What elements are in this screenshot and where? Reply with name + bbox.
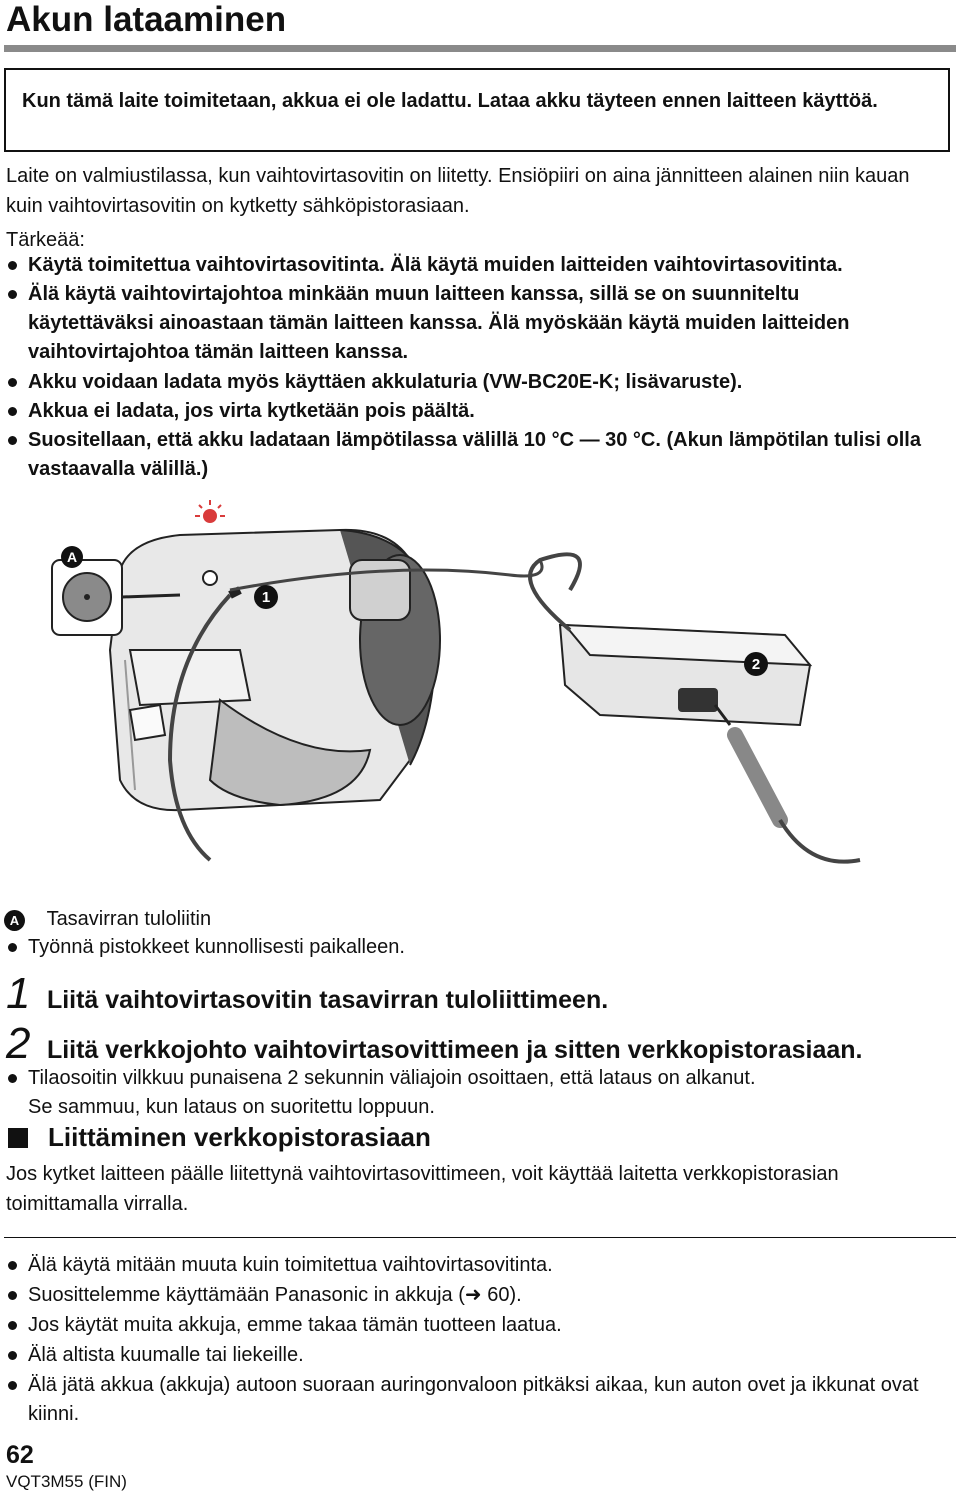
status-led-icon bbox=[195, 500, 225, 523]
bullet-icon bbox=[8, 290, 17, 299]
ac-cord-drawing bbox=[715, 705, 860, 862]
bullet-icon bbox=[8, 1074, 17, 1083]
bullet-icon bbox=[8, 1291, 17, 1300]
marker-1 bbox=[254, 585, 278, 609]
warning-item: Älä käytä mitään muuta kuin toimitettua vaihtovirtasovitinta. bbox=[8, 1251, 948, 1280]
step-text: Liitä verkkojohto vaihtovirtasovittimeen ja sitten verkkopistorasiaan. bbox=[46, 1036, 863, 1064]
bullet-icon bbox=[8, 943, 17, 952]
marker-2 bbox=[744, 652, 768, 676]
bullet-icon bbox=[8, 261, 17, 270]
legend-a bbox=[4, 907, 211, 931]
warning-item: Älä jätä akkua (akkuja) autoon suoraan auringonvaloon pitkäksi aikaa, kun auton ovet ja ikkunat ovat kiinni. bbox=[8, 1371, 938, 1429]
step-1 bbox=[6, 969, 951, 1022]
bullet-icon bbox=[8, 1351, 17, 1360]
charging-illustration bbox=[40, 500, 940, 895]
step-number: 1 bbox=[6, 969, 31, 1018]
warning-item: Suosittelemme käyttämään Panasonic in akkuja (➜ 60). bbox=[8, 1281, 948, 1310]
section-square-icon bbox=[8, 1128, 28, 1148]
step-note: Tilaosoitin vilkkuu punaisena 2 sekunnin väliajoin osoittaen, että lataus on alkanut. Se sammuu, kun lataus on suoritettu loppuun. bbox=[8, 1064, 948, 1122]
warning-item: Jos käytät muita akkuja, emme takaa tämän tuotteen laatua. bbox=[8, 1311, 948, 1340]
bullet-icon bbox=[8, 436, 17, 445]
title-rule bbox=[4, 45, 956, 52]
important-item: Käytä toimitettua vaihtovirtasovitinta. Älä käytä muiden laitteiden vaihtovirtasovitinta. bbox=[8, 251, 948, 280]
bullet-icon bbox=[8, 407, 17, 416]
warning-item: Älä altista kuumalle tai liekeille. bbox=[8, 1341, 948, 1370]
section-text: Jos kytket laitteen päälle liitettynä vaihtovirtasovittimeen, voit käyttää laitetta verkkopistorasian toimittamalla virralla. bbox=[6, 1163, 839, 1215]
notice-text: Kun tämä laite toimitetaan, akkua ei ole ladattu. Lataa akku täyteen ennen laitteen käyttöä. bbox=[22, 90, 878, 112]
step-text: Liitä vaihtovirtasovitin tasavirran tuloliittimeen. bbox=[46, 986, 609, 1014]
legend-a-text: Tasavirran tuloliitin bbox=[46, 908, 212, 930]
legend-a-marker: A bbox=[4, 910, 25, 931]
marker-a-label: A bbox=[66, 549, 78, 565]
important-item: Älä käytä vaihtovirtajohtoa minkään muun laitteen kanssa, sillä se on suunniteltu käytettäväksi ainoastaan tämän laitteen kanssa. Älä myöskään käytä muiden laitteiden vaihtovirtajohtoa tämän laitteen kanssa. bbox=[8, 280, 928, 367]
intro-paragraph: Laite on valmiustilassa, kun vaihtovirtasovitin on liitetty. Ensiöpiiri on aina jännitteen alainen niin kauan kuin vaihtovirtasovitin on kytketty sähköpistorasiaan. bbox=[6, 165, 910, 217]
important-label: Tärkeää: bbox=[6, 229, 85, 251]
marker-2-label: 2 bbox=[751, 656, 761, 673]
push-note: Työnnä pistokkeet kunnollisesti paikalleen. bbox=[8, 933, 928, 962]
important-item: Suositellaan, että akku ladataan lämpötilassa välillä 10 °C — 30 °C. (Akun lämpötilan tulisi olla vastaavalla välillä.) bbox=[8, 426, 953, 484]
step-number: 2 bbox=[6, 1019, 31, 1068]
page-title: Akun lataaminen bbox=[6, 0, 287, 39]
bullet-icon bbox=[8, 378, 17, 387]
bullet-icon bbox=[8, 1321, 17, 1330]
doc-code: VQT3M55 (FIN) bbox=[6, 1472, 127, 1491]
page-number: 62 bbox=[6, 1441, 34, 1469]
divider bbox=[4, 1237, 956, 1238]
marker-a bbox=[61, 546, 83, 568]
section-heading: Liittäminen verkkopistorasiaan bbox=[48, 1122, 431, 1152]
important-item: Akkua ei ladata, jos virta kytketään pois päältä. bbox=[8, 397, 948, 426]
marker-1-label: 1 bbox=[261, 589, 271, 606]
notice-box bbox=[4, 68, 950, 152]
bullet-icon bbox=[8, 1261, 17, 1270]
important-item: Akku voidaan ladata myös käyttäen akkulaturia (VW-BC20E-K; lisävaruste). bbox=[8, 368, 948, 397]
bullet-icon bbox=[8, 1381, 17, 1390]
